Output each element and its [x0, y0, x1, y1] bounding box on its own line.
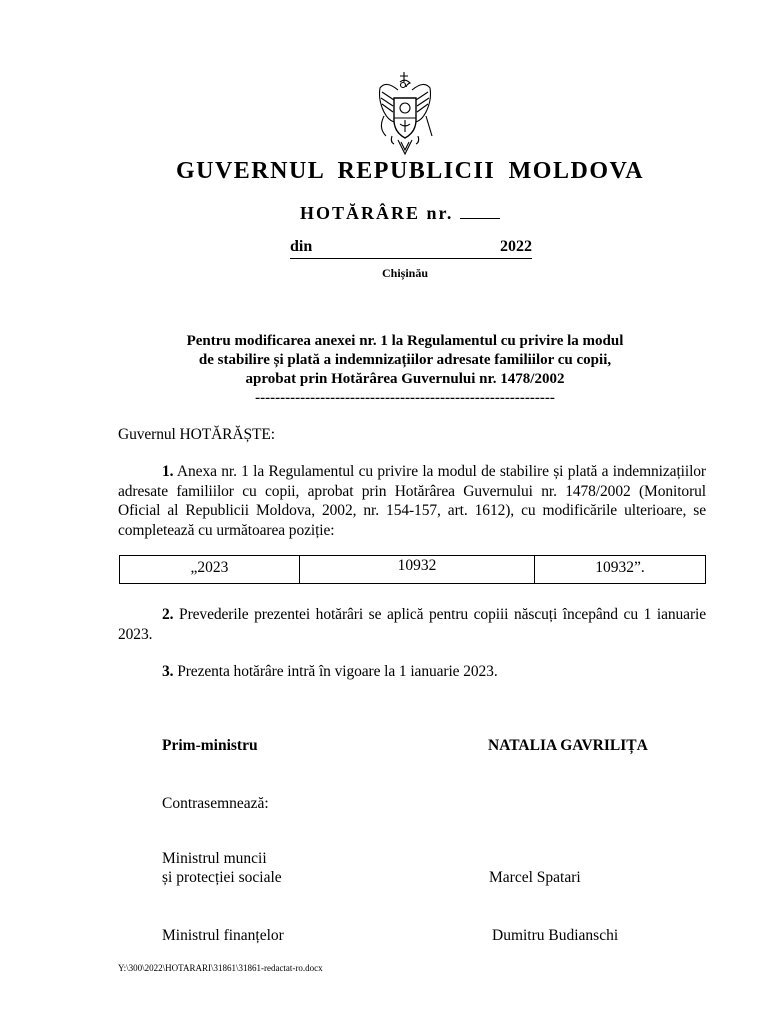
paragraph-1: [118, 462, 706, 540]
table-cell-amount-total: 10932”.: [595, 559, 645, 576]
decision-label: HOTĂRÂRE nr.: [300, 203, 454, 223]
countersign-label: Contrasemnează:: [162, 795, 269, 812]
date-year: 2022: [500, 238, 532, 255]
paragraph-text: Prevederile prezentei hotărâri se aplică pentru copiii născuți începând cu 1 ianuarie 2023.: [118, 606, 706, 643]
amendment-table-row: [119, 555, 706, 584]
subject-line: de stabilire și plată a indemnizațiilor adresate familiilor cu copii,: [198, 352, 612, 368]
decrees-line: Guvernul HOTĂRĂȘTE:: [118, 426, 275, 443]
date-prefix: din: [290, 238, 313, 255]
table-cell-year: „2023: [120, 556, 300, 583]
paragraph-text: Prezenta hotărâre intră în vigoare la 1 ianuarie 2023.: [173, 663, 498, 680]
table-cell-amount: 10932: [300, 556, 535, 583]
paragraph-2: [118, 605, 706, 644]
decision-date-line: [290, 238, 532, 259]
paragraph-3: [118, 662, 706, 682]
decision-number-blank: [460, 202, 500, 219]
paragraph-number: 2.: [162, 606, 174, 623]
labour-minister-role-line1: Ministrul muncii: [162, 850, 267, 867]
prime-minister-name: NATALIA GAVRILIȚA: [488, 737, 648, 754]
file-path-footer: Y:\300\2022\HOTARARI\31861\31861-redactat-ro.docx: [118, 963, 323, 973]
city: Chișinău: [382, 266, 429, 280]
paragraph-number: 1.: [162, 463, 174, 480]
paragraph-text: Anexa nr. 1 la Regulamentul cu privire la modul de stabilire și plată a indemnizațiilor adresate familiilor cu copii, aprobat prin Hotărârea Guvernului nr. 1478/2002 (Monitorul Oficial al Republicii Moldova, 2002, nr. 154-157, art. 1612), cu modificările ulterioare, se completează cu următoarea poziție:: [118, 463, 706, 539]
finance-minister-role: Ministrul finanțelor: [162, 927, 284, 944]
government-title: GUVERNUL REPUBLICII MOLDOVA: [175, 158, 645, 184]
subject-line: aprobat prin Hotărârea Guvernului nr. 1478/2002: [245, 371, 565, 387]
prime-minister-role: Prim-ministru: [162, 737, 258, 754]
decision-heading: [300, 202, 500, 224]
finance-minister-name: Dumitru Budianschi: [492, 927, 619, 944]
coat-of-arms-icon: [370, 70, 440, 156]
paragraph-number: 3.: [162, 663, 174, 680]
labour-minister-role-line2: și protecției sociale: [162, 869, 282, 886]
subject-separator: ------------------------------------------------------------: [255, 390, 555, 406]
subject-line: Pentru modificarea anexei nr. 1 la Regulamentul cu privire la modul: [186, 333, 624, 349]
labour-minister-name: Marcel Spatari: [489, 869, 581, 886]
decision-subject: [130, 332, 680, 408]
